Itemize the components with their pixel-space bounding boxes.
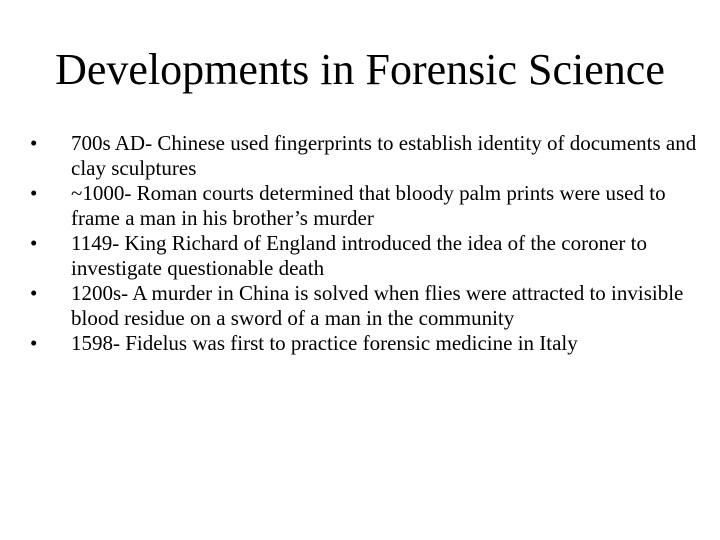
bullet-text: 700s AD- Chinese used fingerprints to establish identity of documents and clay sculptures xyxy=(71,131,697,180)
bullet-icon: • xyxy=(30,231,38,255)
bullet-icon: • xyxy=(30,331,38,355)
bullet-icon: • xyxy=(30,131,38,155)
bullet-icon: • xyxy=(30,181,38,205)
bullet-item xyxy=(30,231,700,281)
slide-title: Developments in Forensic Science xyxy=(55,45,665,94)
bullet-text: 1149- King Richard of England introduced the idea of the coroner to investigate questionable death xyxy=(71,231,647,280)
bullet-text: 1598- Fidelus was first to practice forensic medicine in Italy xyxy=(71,331,578,355)
bullet-item xyxy=(30,281,700,331)
bullet-item xyxy=(30,181,700,231)
bullet-icon: • xyxy=(30,281,38,305)
bullet-list xyxy=(30,131,700,356)
bullet-text: 1200s- A murder in China is solved when flies were attracted to invisible blood residue on a sword of a man in the community xyxy=(71,281,684,330)
bullet-text: ~1000- Roman courts determined that bloody palm prints were used to frame a man in his brother’s murder xyxy=(71,181,666,230)
bullet-item xyxy=(30,331,700,356)
bullet-item xyxy=(30,131,700,181)
